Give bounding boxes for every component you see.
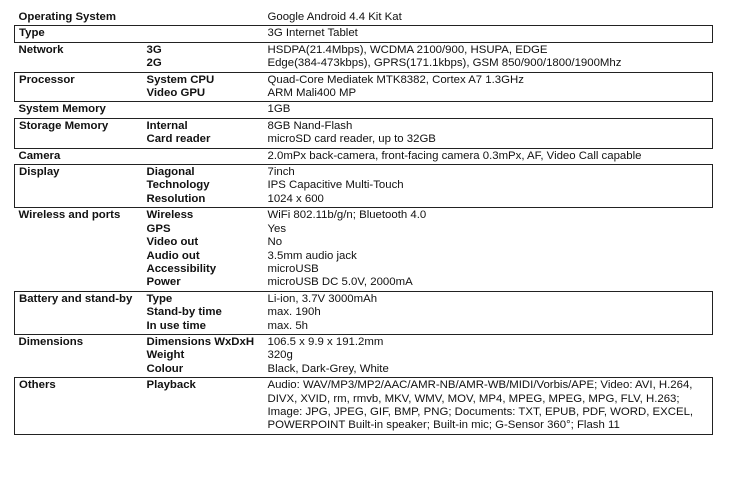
spec-labels xyxy=(143,118,264,148)
spec-category: Dimensions xyxy=(18,335,84,348)
spec-category: System Memory xyxy=(18,103,106,116)
spec-category: Others xyxy=(15,378,143,435)
spec-value: Li-ion, 3.7V 3000mAh xyxy=(267,292,378,305)
spec-row-network xyxy=(15,42,713,72)
spec-category: Camera xyxy=(18,149,61,162)
spec-value: 1GB xyxy=(267,103,291,116)
spec-value: HSDPA(21.4Mbps), WCDMA 2100/900, HSUPA, EDGE xyxy=(267,43,548,56)
spec-value: Black, Dark-Grey, White xyxy=(267,362,389,375)
spec-label: Video GPU xyxy=(146,87,206,100)
spec-category: Storage Memory xyxy=(15,118,143,148)
spec-label: Audio out xyxy=(146,249,200,262)
spec-category: Type xyxy=(15,26,143,42)
spec-value: ARM Mali400 MP xyxy=(267,87,357,100)
spec-value: 320g xyxy=(267,349,293,362)
spec-values xyxy=(264,102,713,118)
spec-label: Wireless xyxy=(146,209,194,222)
spec-label: Card reader xyxy=(146,133,211,146)
spec-labels xyxy=(143,291,264,334)
spec-labels xyxy=(143,102,264,118)
spec-table xyxy=(14,10,713,435)
spec-label: Stand-by time xyxy=(146,306,222,319)
spec-category: Wireless and ports xyxy=(18,209,121,222)
spec-value: 3G Internet Tablet xyxy=(267,27,358,40)
spec-row-display xyxy=(15,165,713,208)
spec-row-type xyxy=(15,26,713,42)
spec-labels xyxy=(143,165,264,208)
spec-labels xyxy=(143,208,264,291)
spec-values xyxy=(264,291,713,334)
spec-label: 3G xyxy=(146,43,162,56)
spec-row-system-memory xyxy=(15,102,713,118)
spec-label: Power xyxy=(146,276,181,289)
spec-value: 8GB Nand-Flash xyxy=(267,119,353,132)
spec-row-battery-and-stand-by xyxy=(15,291,713,334)
spec-value: 3.5mm audio jack xyxy=(267,249,357,262)
spec-label: Resolution xyxy=(146,192,206,205)
spec-labels xyxy=(143,26,264,42)
spec-label: Weight xyxy=(146,349,185,362)
spec-values xyxy=(264,42,713,72)
spec-label: 2G xyxy=(146,57,162,70)
spec-label: In use time xyxy=(146,319,207,332)
spec-value: No xyxy=(267,236,283,249)
spec-value: max. 190h xyxy=(267,306,321,319)
spec-values xyxy=(264,26,713,42)
spec-value: 106.5 x 9.9 x 191.2mm xyxy=(267,335,384,348)
spec-value: Google Android 4.4 Kit Kat xyxy=(267,11,402,23)
spec-values xyxy=(264,118,713,148)
spec-category: Display xyxy=(15,165,143,208)
spec-row-storage-memory xyxy=(15,118,713,148)
spec-label: Technology xyxy=(146,179,210,192)
spec-row-operating-system xyxy=(15,10,713,26)
spec-value: IPS Capacitive Multi-Touch xyxy=(267,179,404,192)
spec-value: WiFi 802.11b/g/n; Bluetooth 4.0 xyxy=(267,209,427,222)
spec-value: Edge(384-473kbps), GPRS(171.1kbps), GSM 850/900/1800/1900Mhz xyxy=(267,57,622,70)
spec-label: System CPU xyxy=(146,73,215,86)
spec-value: Quad-Core Mediatek MTK8382, Cortex A7 1.3GHz xyxy=(267,73,524,86)
spec-row-camera xyxy=(15,148,713,164)
spec-value: max. 5h xyxy=(267,319,309,332)
spec-label: Accessibility xyxy=(146,262,217,275)
spec-label: Video out xyxy=(146,236,199,249)
spec-values xyxy=(264,72,713,102)
spec-values xyxy=(264,378,713,435)
spec-category: Processor xyxy=(15,72,143,102)
spec-label: Internal xyxy=(146,119,188,132)
spec-labels xyxy=(143,334,264,377)
spec-category: Operating System xyxy=(18,11,116,23)
spec-labels xyxy=(143,72,264,102)
spec-label: Dimensions WxDxH xyxy=(146,335,255,348)
spec-table-body xyxy=(15,10,713,434)
spec-value: microSD card reader, up to 32GB xyxy=(267,133,436,146)
spec-category: Network xyxy=(18,43,64,56)
spec-row-others xyxy=(15,378,713,435)
spec-category: Battery and stand-by xyxy=(15,291,143,334)
spec-value: microUSB xyxy=(267,262,319,275)
spec-sheet xyxy=(14,10,712,435)
spec-label: Diagonal xyxy=(146,166,195,179)
spec-value: 2.0mPx back-camera, front-facing camera 0.3mPx, AF, Video Call capable xyxy=(267,149,642,162)
spec-labels xyxy=(143,378,264,435)
spec-value: 7inch xyxy=(267,166,295,179)
spec-row-wireless-and-ports xyxy=(15,208,713,291)
spec-values xyxy=(264,148,713,164)
spec-row-processor xyxy=(15,72,713,102)
spec-values xyxy=(264,334,713,377)
spec-value: Audio: WAV/MP3/MP2/AAC/AMR-NB/AMR-WB/MIDI/Vorbis/APE; Video: AVI, H.264, DIVX, XVID, rm, rmvb, MKV, WMV, MOV, MP4, MPEG, MPEG, MPG, FLV, H.263; Image: JPG, JPEG, GIF, BMP, PNG; Documents: TXT, EPUB, PDF, WORD, EXCEL, POWERPOINT Built-in speaker; Built-in mic; G-Sensor 360°; Flash 11 xyxy=(267,379,694,432)
spec-label: GPS xyxy=(146,222,171,235)
spec-labels xyxy=(143,10,264,26)
spec-label: Type xyxy=(146,292,173,305)
spec-values xyxy=(264,10,713,26)
spec-row-dimensions xyxy=(15,334,713,377)
spec-value: microUSB DC 5.0V, 2000mA xyxy=(267,276,413,289)
spec-label: Colour xyxy=(146,362,184,375)
spec-labels xyxy=(143,148,264,164)
spec-labels xyxy=(143,42,264,72)
spec-value: 1024 x 600 xyxy=(267,192,324,205)
spec-values xyxy=(264,165,713,208)
spec-values xyxy=(264,208,713,291)
spec-value: Yes xyxy=(267,222,287,235)
spec-label: Playback xyxy=(146,379,196,392)
